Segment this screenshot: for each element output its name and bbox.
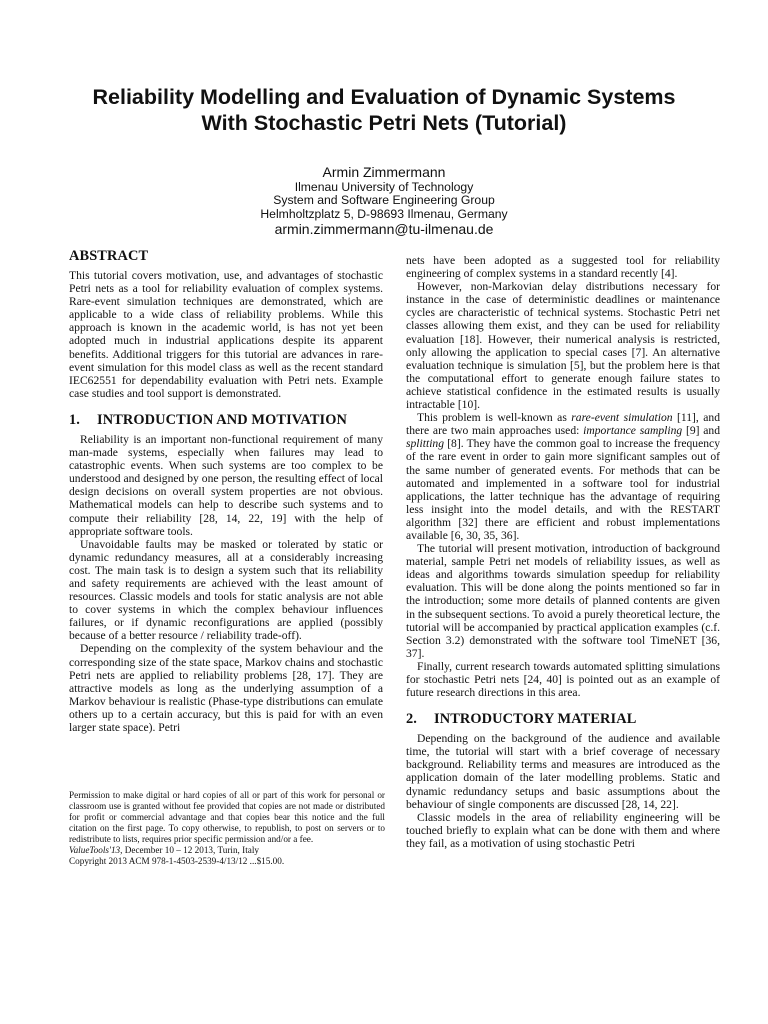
permission-footnote [69,790,385,867]
section-1-heading [69,412,383,429]
author-affiliation-2: System and Software Engineering Group [273,193,495,208]
section-1-paragraph-1: Reliability is an important non-functional requirement of many man-made systems, especially when failures may lead to catastrophic events. When such systems are too complex to be understood and designed by one person, the resulting effect of local design decisions on overall system properties are not obvious. Mathematical models can help to describe such systems and to compute their reliability [28, 14, 22, 19] with the help of appropriate software tools. [69,432,383,538]
section-1-paragraph-8: Finally, current research towards automated splitting simulations for stochastic Petri nets [24, 40] is pointed out as an example of future research directions in this area. [406,659,720,700]
section-1-paragraph-5: However, non-Markovian delay distributions necessary for instance in the case of deterministic deadlines or maintenance cycles are characteristic of technical systems. Stochastic Petri net classes allowing them exist, and they can be used for reliability evaluation [18]. However, their numerical analysis is restricted, only allowing the application to special cases [7]. An alternative evaluation technique is simulation [5], but the problem here is that the computational effort to generate enough failure states to achieve statistical confidence in the estimated results is usually intractable [10]. [406,280,720,412]
venue-details: December 10 – 12 2013, Turin, Italy [122,845,259,855]
left-column [69,248,383,734]
section-1-title: INTRODUCTION AND MOTIVATION [97,411,348,428]
section-1-number: 1. [69,411,80,428]
p6-part-d: [8]. They have the common goal to increase the frequency of the rare event in order to gain more significant samples out of the same number of generated events. For methods that can be automated and implemented in a software tool for industrial applications, the latter technique has the advantage of requiring less insight into the model details, and with the RESTART algorithm [32] there are efficient and robust implementations available [6, 30, 35, 36]. [406,437,720,542]
abstract-text: This tutorial covers motivation, use, and advantages of stochastic Petri nets as a tool for reliability evaluation of complex systems. Rare-event simulation techniques are demonstrated, which are applicable to a wide class of reliability problems. While this approach is known in the academic world, is has not yet been adopted much in industrial applications despite its apparent benefits. Additional triggers for this tutorial are advances in rare-event simulation for this model class as well as the recent standard IEC62551 for dependability evaluation with Petri nets. Example case studies and tool support is demonstrated. [69,269,383,400]
abstract-heading: ABSTRACT [69,248,149,264]
section-gap [69,400,383,412]
section-1-paragraph-6 [406,411,720,542]
venue-line [69,845,385,856]
p6-part-a: This problem is well-known as [417,411,572,425]
p6-part-c: [9] and [682,424,721,438]
importance-sampling-term: importance sampling [583,424,683,438]
paper-title-line-1: Reliability Modelling and Evaluation of Dynamic Systems [92,85,676,109]
author-affiliation-1: Ilmenau University of Technology [294,180,474,194]
section-gap [406,699,720,711]
splitting-term: splitting [406,437,445,451]
p6-part-b: [11], and there are two main approaches used: [406,411,720,438]
author-name: Armin Zimmermann [322,164,446,180]
venue-name: ValueTools'13, [69,845,123,855]
section-2-heading [406,711,720,728]
section-1-paragraph-3: Depending on the complexity of the system behaviour and the corresponding size of the state space, Markov chains and stochastic Petri nets are applied to reliability problems [28, 17]. They are attractive models as long as the underlying assumption of a Markov behaviour is realistic (Phase-type distributions can emulate others up to a certain accuracy, but this is paid for with an even larger state space). Petri [69,642,383,734]
paper-title-line-2: With Stochastic Petri Nets (Tutorial) [201,111,567,135]
permission-text: Permission to make digital or hard copies of all or part of this work for personal or classroom use is granted without fee provided that copies are not made or distributed for profit or commercial advantage and that copies bear this notice and the full citation on the first page. To copy otherwise, to republish, to post on servers or to redistribute to lists, requires prior specific permission and/or a fee. [69,790,385,844]
section-2-number: 2. [406,711,417,728]
copyright-line: Copyright 2013 ACM 978-1-4503-2539-4/13/12 ...$15.00. [69,856,285,866]
paper-title [40,84,728,136]
section-1-paragraph-7: The tutorial will present motivation, introduction of background material, sample Petri net models of reliability issues, as well as ideas and algorithms towards simulation speedup for reliability evaluation. This will be done along the points mentioned so far in the introduction; some more details of planned contents are given in the subsequent sections. To avoid a purely theoretical lecture, the tutorial will be accompanied by practical application examples (c.f. Section 3.2) demonstrated with the software tool TimeNET [36, 37]. [406,542,720,660]
section-2-paragraph-1: Depending on the background of the audience and available time, the tutorial will start with a brief coverage of necessary background. Reliability terms and measures are introduced as the application domain of the later modelling problems. Static and dynamic redundancy setups and basic assumptions about the behaviour of single components are discussed [28, 14, 22]. [406,732,720,811]
section-2-paragraph-2: Classic models in the area of reliability engineering will be touched briefly to explain what can be done with them and where they fail, as a motivation of using stochastic Petri [406,810,720,850]
author-address: Helmholtzplatz 5, D-98693 Ilmenau, Germany [260,206,508,221]
author-block [40,164,728,238]
author-email: armin.zimmermann@tu-ilmenau.de [274,221,494,238]
section-1-paragraph-2: Unavoidable faults may be masked or tolerated by static or dynamic redundancy measures, all at a considerably increasing cost. The main task is to design a system such that its reliability and safety requirements are achieved with the least amount of resources. Classic models and tools for static analysis are not able to cover systems in which the complex behaviour influences failures, or if dynamic reconfigurations are applied (possibly because of a better resource / reliability trade-off). [69,537,383,643]
section-2-title: INTRODUCTORY MATERIAL [434,711,637,728]
section-1-paragraph-4: nets have been adopted as a suggested tool for reliability engineering of complex systems in a standard recently [4]. [406,254,720,281]
rare-event-term: rare-event simulation [571,411,673,425]
right-column [406,254,720,850]
